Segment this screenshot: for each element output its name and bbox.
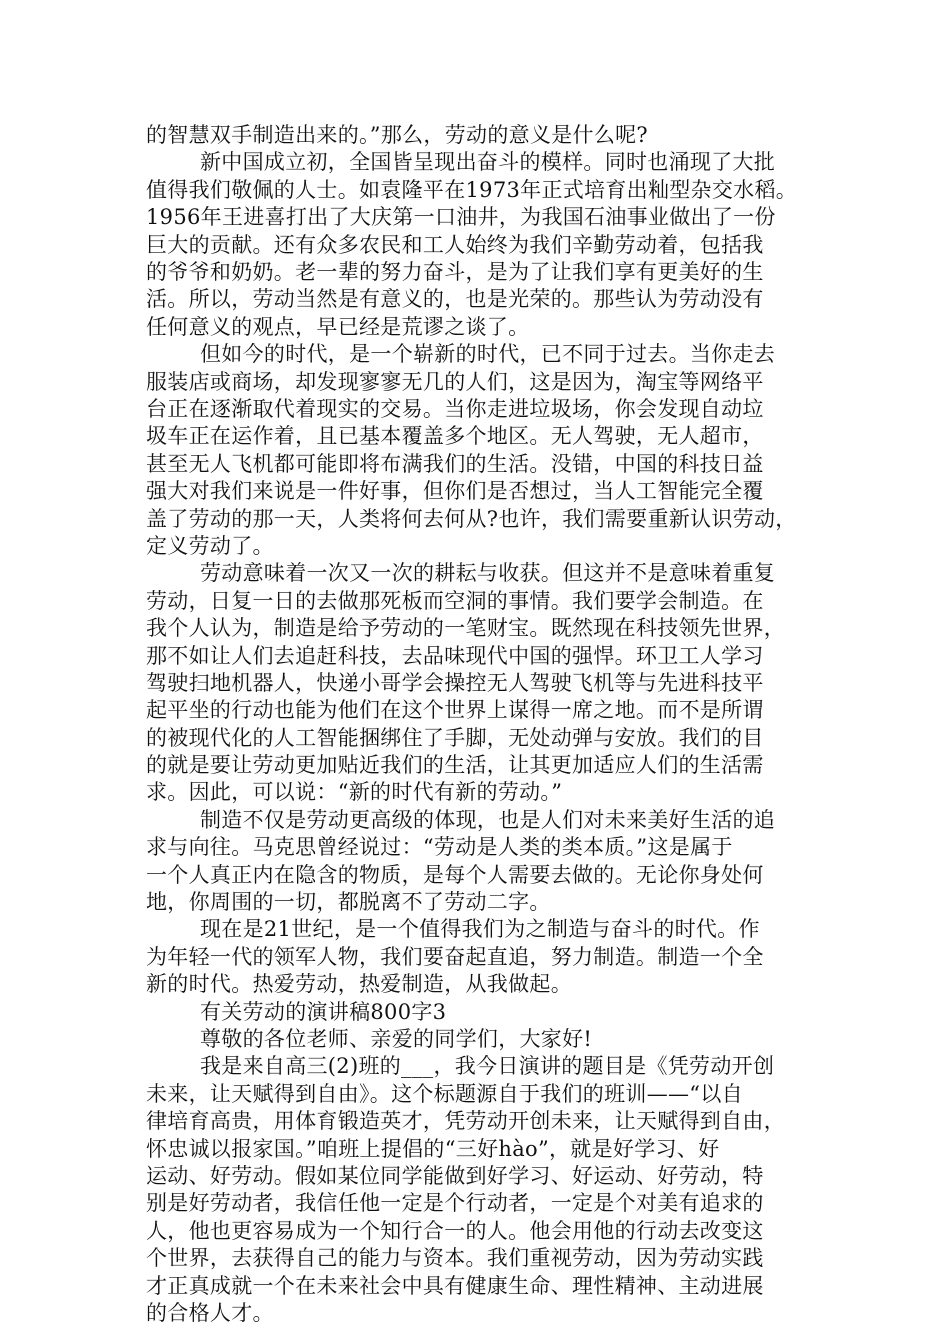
text-line: 未来，让天赋得到自由》。这个标题源自于我们的班训——“以自 [146,1082,743,1106]
text-line: 1956年王进喜打出了大庆第一口油井，为我国石油事业做出了一份 [146,205,776,229]
text-line: 起平坐的行动也能为他们在这个世界上谋得一席之地。而不是所谓 [146,698,764,722]
text-line: 运动、好劳动。假如某位同学能做到好学习、好运动、好劳动，特 [146,1164,764,1188]
text-line: 台正在逐渐取代着现实的交易。当你走进垃圾场，你会发现自动垃 [146,397,764,421]
text-line: 求。因此，可以说：“新的时代有新的劳动。” [146,780,563,804]
section-heading: 有关劳动的演讲稿800字3 [200,1000,447,1024]
text-line: 我个人认为，制造是给予劳动的一笔财宝。既然现在科技领先世界， [146,616,785,640]
text-line: 的爷爷和奶奶。老一辈的努力奋斗，是为了让我们享有更美好的生 [146,260,764,284]
paragraph-first-line: 劳动意味着一次又一次的耕耘与收获。但这并不是意味着重复 [200,561,776,585]
text-line: 定义劳动了。 [146,534,274,558]
text-line: 盖了劳动的那一天，人类将何去何从?也许，我们需要重新认识劳动， [146,507,797,531]
paragraph-first-line: 新中国成立初，全国皆呈现出奋斗的模样。同时也涌现了大批 [200,150,776,174]
text-line: 服装店或商场，却发现寥寥无几的人们，这是因为，淘宝等网络平 [146,370,764,394]
text-line: 圾车正在运作着，且已基本覆盖多个地区。无人驾驶，无人超市， [146,424,764,448]
text-line: 为年轻一代的领军人物，我们要奋起直追，努力制造。制造一个全 [146,945,764,969]
text-line: 的就是要让劳动更加贴近我们的生活，让其更加适应人们的生活需 [146,753,764,777]
text-line: 地，你周围的一切，都脱离不了劳动二字。 [146,890,551,914]
text-line: 那不如让人们去追赶科技，去品味现代中国的强悍。环卫工人学习 [146,644,764,668]
paragraph-first-line: 但如今的时代，是一个崭新的时代，已不同于过去。当你走去 [200,342,776,366]
text-line: 巨大的贡献。还有众多农民和工人始终为我们辛勤劳动着，包括我 [146,233,764,257]
text-line: 劳动，日复一日的去做那死板而空洞的事情。我们要学会制造。在 [146,589,764,613]
text-line: 一个人真正内在隐含的物质，是每个人需要去做的。无论你身处何 [146,863,764,887]
text-line: 的合格人才。 [146,1301,274,1325]
text-line: 驾驶扫地机器人，快递小哥学会操控无人驾驶飞机等与先进科技平 [146,671,764,695]
text-line: 强大对我们来说是一件好事，但你们是否想过，当人工智能完全覆 [146,479,764,503]
paragraph-first-line: 制造不仅是劳动更高级的体现，也是人们对未来美好生活的追 [200,808,776,832]
text-line: 怀忠诚以报家国。”咱班上提倡的“三好hào”，就是好学习、好 [146,1137,720,1161]
text-line: 甚至无人飞机都可能即将布满我们的生活。没错，中国的科技日益 [146,452,764,476]
text-line: 任何意义的观点，早已经是荒谬之谈了。 [146,315,530,339]
text-line: 活。所以，劳动当然是有意义的，也是光荣的。那些认为劳动没有 [146,287,764,311]
text-line: 才正真成就一个在未来社会中具有健康生命、理性精神、主动进展 [146,1274,764,1298]
text-line: 新的时代。热爱劳动，热爱制造，从我做起。 [146,972,572,996]
text-line: 别是好劳动者，我信任他一定是个行动者，一定是个对美有追求的 [146,1191,764,1215]
text-line: 的智慧双手制造出来的。”那么，劳动的意义是什么呢? [146,123,648,147]
text-line: 个世界，去获得自己的能力与资本。我们重视劳动，因为劳动实践 [146,1246,764,1270]
text-line: 人，他也更容易成为一个知行合一的人。他会用他的行动去改变这 [146,1219,764,1243]
greeting-line: 尊敬的各位老师、亲爱的同学们，大家好! [200,1027,593,1051]
paragraph-first-line: 现在是21世纪，是一个值得我们为之制造与奋斗的时代。作 [200,917,760,941]
paragraph-first-line: 我是来自高三(2)班的___，我今日演讲的题目是《凭劳动开创 [200,1054,775,1078]
text-line: 的被现代化的人工智能捆绑住了手脚，无处动弹与安放。我们的目 [146,726,764,750]
text-line: 律培育高贵，用体育锻造英才，凭劳动开创未来，让天赋得到自由， [146,1109,785,1133]
text-line: 值得我们敬佩的人士。如袁隆平在1973年正式培育出籼型杂交水稻。 [146,178,798,202]
text-line: 求与向往。马克思曾经说过：“劳动是人类的类本质。”这是属于 [146,835,733,859]
